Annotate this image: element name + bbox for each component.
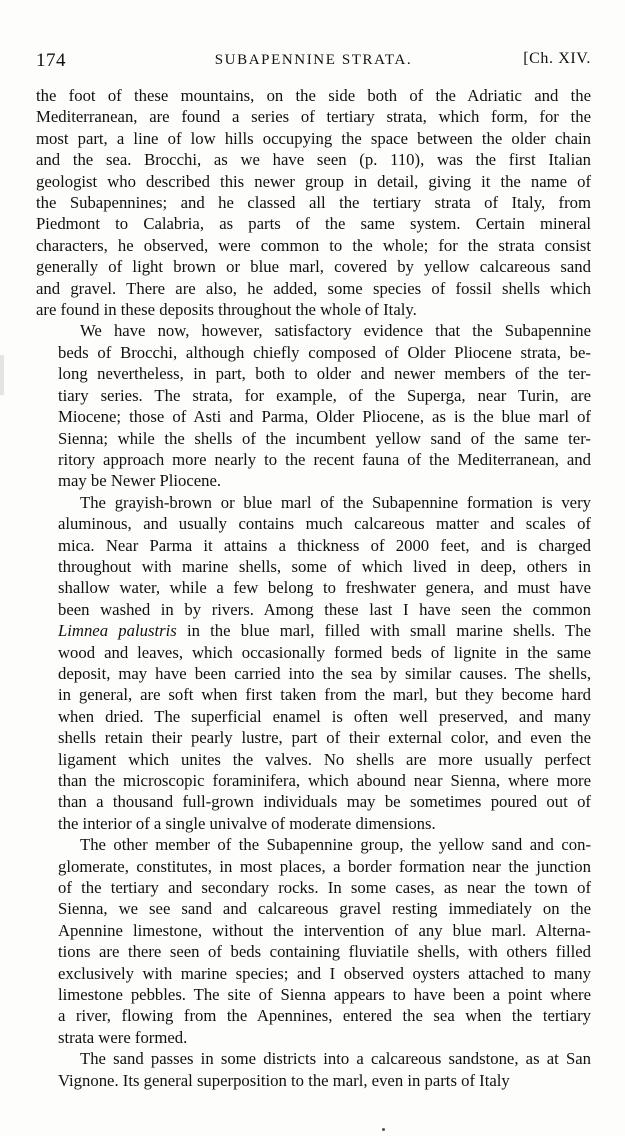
text-line: strata were formed. bbox=[58, 1027, 188, 1047]
text-line: ligament which unites the valves. No shells are more usually perfect bbox=[58, 749, 591, 769]
page-number: 174 bbox=[36, 50, 66, 71]
running-title: SUBAPENNINE STRATA. bbox=[214, 52, 413, 68]
text-line: The grayish-brown or blue marl of the Subapennine formation is very bbox=[80, 492, 591, 512]
text-line: The sand passes in some districts into a calcareous sandstone, as at San bbox=[80, 1049, 591, 1069]
text-line: Miocene; those of Asti and Parma, Older Pliocene, as is the blue marl of bbox=[58, 407, 591, 427]
text-line: beds of Brocchi, although chiefly composed of Older Pliocene strata, be- bbox=[58, 342, 591, 362]
text-line: wood and leaves, which occasionally formed beds of lignite in the same bbox=[58, 642, 591, 662]
text-line: deposit, may have been carried into the sea by similar causes. The shells, bbox=[58, 663, 591, 683]
text-line: tions are there seen of beds containing fluviatile shells, with others filled bbox=[58, 942, 591, 962]
text-line: exclusively with marine species; and I observed oysters attached to many bbox=[58, 963, 591, 983]
text-line: Piedmont to Calabria, as parts of the same system. Certain mineral bbox=[36, 214, 591, 234]
text-line: are found in these deposits throughout the whole of Italy. bbox=[36, 300, 417, 320]
paragraph bbox=[36, 1048, 591, 1091]
text-line: than a thousand full-grown individuals may be sometimes poured out of bbox=[58, 792, 591, 812]
text-line: and gravel. There are also, he added, some species of fossil shells which bbox=[36, 278, 591, 298]
body-text bbox=[36, 85, 591, 1091]
text-line: characters, he observed, were common to the whole; for the strata consist bbox=[36, 235, 591, 255]
text-line: geologist who described this newer group in detail, giving it the name of bbox=[36, 171, 591, 191]
text-line: Sienna; while the shells of the incumbent yellow sand of the same ter- bbox=[58, 428, 591, 448]
text-line: throughout with marine shells, some of which lived in deep, others in bbox=[58, 556, 591, 576]
text-line: and the sea. Brocchi, as we have seen (p. 110), was the first Italian bbox=[36, 150, 591, 170]
text-line: the Subapennines; and he classed all the tertiary strata of Italy, from bbox=[36, 193, 591, 213]
text-line: been washed in by rivers. Among these last I have seen the common bbox=[58, 599, 591, 619]
text-line: The other member of the Subapennine group, the yellow sand and con- bbox=[80, 835, 591, 855]
text-line: than the microscopic foraminifera, which abound near Sienna, where more bbox=[58, 771, 591, 790]
text-line: may be Newer Pliocene. bbox=[58, 471, 222, 491]
page-edge-shadow bbox=[0, 355, 4, 395]
text-line: shallow water, while a few belong to freshwater genera, and must have bbox=[58, 578, 591, 598]
text-line: ritory approach more nearly to the recent fauna of the Mediterranean, and bbox=[58, 449, 591, 469]
text-line: Sienna, we see sand and calcareous gravel resting immediately on the bbox=[58, 899, 591, 919]
paragraph bbox=[36, 834, 591, 1048]
text-line: when dried. The superficial enamel is often well preserved, and many bbox=[58, 706, 591, 726]
text-line: the foot of these mountains, on the side both of the Adriatic and the bbox=[36, 86, 591, 105]
text-line: limestone pebbles. The site of Sienna appears to have been a point where bbox=[58, 985, 591, 1005]
text-line: of the tertiary and secondary rocks. In some cases, as near the town of bbox=[58, 878, 591, 898]
text-line: the interior of a single univalve of moderate dimensions. bbox=[58, 813, 436, 833]
text-line: most part, a line of low hills occupying the space between the older chain bbox=[36, 128, 591, 148]
text-line: mica. Near Parma it attains a thickness of 2000 feet, and is charged bbox=[58, 535, 591, 555]
text-line: a river, flowing from the Apennines, entered the sea when the tertiary bbox=[58, 1006, 591, 1026]
text-line: generally of light brown or blue marl, covered by yellow calcareous sand bbox=[36, 257, 591, 277]
text-line: Limnea palustris in the blue marl, filled with small marine shells. The bbox=[58, 621, 591, 641]
italic-species-name: Limnea palustris bbox=[58, 621, 177, 641]
text-line: tiary series. The strata, for example, of the Superga, near Turin, are bbox=[58, 385, 591, 405]
chapter-reference: [Ch. XIV. bbox=[523, 50, 591, 67]
text-line: aluminous, and usually contains much calcareous matter and scales of bbox=[58, 514, 591, 534]
text-line: shells retain their pearly lustre, part of their external color, and even the bbox=[58, 728, 591, 748]
paragraph bbox=[36, 492, 591, 835]
paragraph bbox=[36, 320, 591, 491]
text-line: in general, are soft when first taken from the marl, but they become hard bbox=[58, 685, 591, 705]
text-line: long nevertheless, in part, both to older and newer members of the ter- bbox=[58, 364, 591, 384]
print-speck bbox=[382, 1128, 385, 1131]
paragraph bbox=[36, 85, 591, 320]
text-line: Apennine limestone, without the intervention of any blue marl. Alterna- bbox=[58, 920, 591, 940]
text-line: Mediterranean, are found a series of tertiary strata, which form, for the bbox=[36, 107, 591, 127]
text-line: glomerate, constitutes, in most places, a border formation near the junction bbox=[58, 856, 591, 876]
text-line: We have now, however, satisfactory evidence that the Subapennine bbox=[80, 321, 591, 341]
text-line: Vignone. Its general superposition to the marl, even in parts of Italy bbox=[58, 1070, 510, 1090]
running-head bbox=[36, 50, 591, 74]
